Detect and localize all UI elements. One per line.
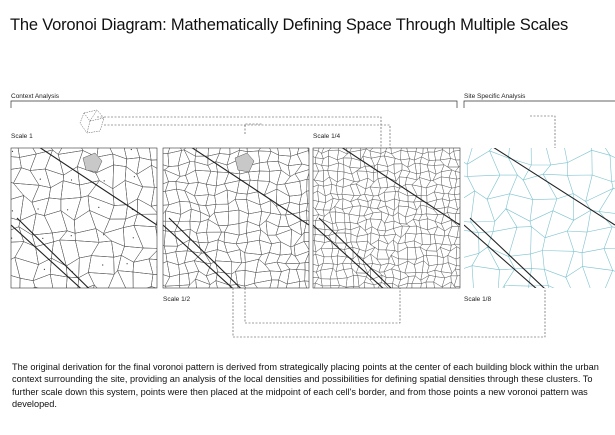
cell-point <box>133 237 134 238</box>
scale-1-4-voronoi-panel <box>307 142 466 298</box>
cell-point <box>102 264 103 265</box>
callout-hexagon <box>80 110 104 133</box>
cell-point <box>134 176 135 177</box>
cell-point <box>71 179 72 180</box>
highlighted-block <box>83 153 102 172</box>
cell-point <box>103 294 104 295</box>
scale-1-2-voronoi-panel <box>154 139 321 298</box>
site-bracket <box>464 101 615 108</box>
cell-point <box>103 234 104 235</box>
cell-point <box>38 208 39 209</box>
context-bracket <box>11 101 457 108</box>
cell-point <box>9 272 10 273</box>
scale-1-4-label: Scale 1/4 <box>313 133 341 140</box>
cell-point <box>127 263 128 264</box>
scale-1-8-voronoi-panel <box>447 131 615 317</box>
context-analysis-label: Context Analysis <box>11 93 60 100</box>
cell-point <box>67 209 68 210</box>
cell-point <box>12 296 13 297</box>
cell-point <box>159 235 160 236</box>
cell-point <box>42 238 43 239</box>
cell-point <box>41 146 42 147</box>
cell-point <box>156 295 157 296</box>
cell-point <box>40 179 41 180</box>
cell-point <box>71 235 72 236</box>
cell-point <box>12 210 13 211</box>
cell-point <box>160 209 161 210</box>
cell-point <box>38 297 39 298</box>
site-analysis-label: Site Specific Analysis <box>464 93 526 100</box>
scale-1-2-label: Scale 1/2 <box>163 296 191 303</box>
scale-1-8-label: Scale 1/8 <box>464 296 492 303</box>
cell-point <box>12 151 13 152</box>
cell-point <box>160 151 161 152</box>
page-title: The Voronoi Diagram: Mathematically Defining Space Through Multiple Scales <box>10 16 569 34</box>
cell-point <box>9 176 10 177</box>
cell-point <box>44 269 45 270</box>
panel-frame-2 <box>163 148 309 288</box>
voronoi-cells <box>447 131 615 317</box>
dashed-connectors <box>97 116 555 337</box>
cell-point <box>133 301 134 302</box>
cell-point <box>131 149 132 150</box>
scale-1-voronoi-panel <box>0 136 172 309</box>
cell-point <box>74 144 75 145</box>
scale-1-label: Scale 1 <box>11 133 33 140</box>
cell-point <box>104 180 105 181</box>
description-paragraph: The original derivation for the final voronoi pattern is derived from strategically placing points at the center of each building block within the urban context surrounding the site, providing an analysis of the local densities and possibilities for defining spatial densities through these clusters. To further scale down this system, points were then placed at the midpoint of each cell's border, and from those points a new voronoi pattern was developed. <box>12 362 599 410</box>
cell-point <box>159 176 160 177</box>
voronoi-cells <box>307 142 466 294</box>
cell-point <box>98 207 99 208</box>
cell-point <box>73 296 74 297</box>
